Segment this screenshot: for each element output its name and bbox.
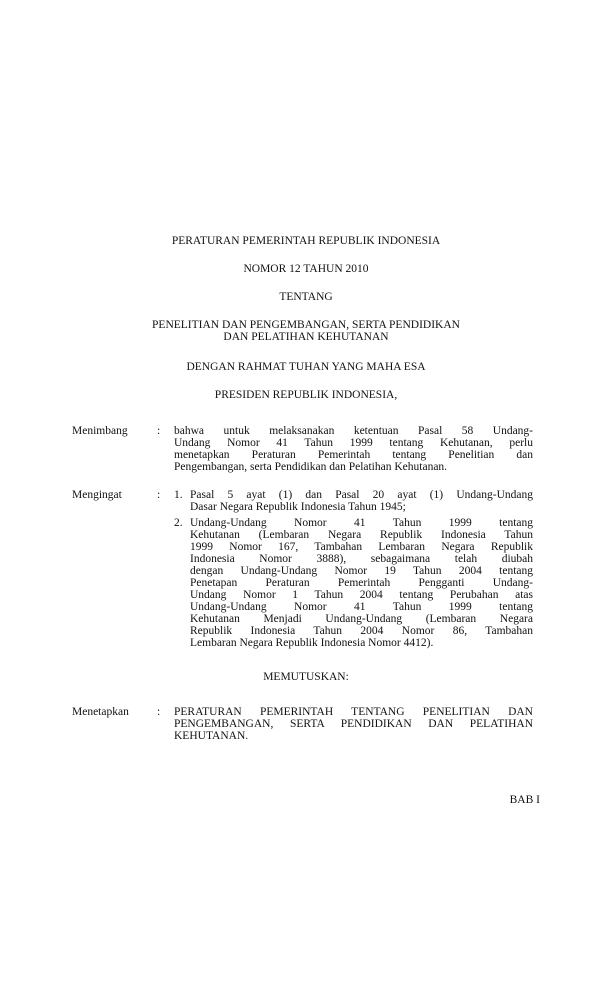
menimbang-label: Menimbang	[72, 425, 128, 437]
memutuskan-heading: MEMUTUSKAN:	[263, 671, 349, 683]
mengingat-colon: :	[157, 489, 161, 501]
menimbang-text	[174, 425, 533, 473]
subject-line-2: DAN PELATIHAN KEHUTANAN	[223, 331, 389, 343]
text-line: Penetapan Peraturan Pemerintah Pengganti Undang-	[190, 577, 533, 589]
text-line: Kehutanan (Lembaran Negara Republik Indonesia Tahun	[190, 529, 533, 541]
subject-line-1: PENELITIAN DAN PENGEMBANGAN, SERTA PENDIDIKAN	[152, 319, 460, 331]
text-line: KEHUTANAN.	[174, 730, 249, 742]
text-line: Undang Nomor 41 Tahun 1999 tentang Kehutanan, perlu	[174, 437, 533, 449]
text-line: Indonesia Nomor 3888), sebagaimana telah diubah	[190, 553, 533, 565]
mengingat-label: Mengingat	[72, 489, 122, 501]
mengingat-item-1	[174, 489, 533, 513]
text-line: Undang-Undang Nomor 41 Tahun 1999 tentang	[190, 601, 533, 613]
text-line: Pengembangan, serta Pendidikan dan Pelatihan Kehutanan.	[174, 461, 448, 473]
regulation-number: NOMOR 12 TAHUN 2010	[243, 263, 369, 275]
text-line: Lembaran Negara Republik Indonesia Nomor 4412).	[190, 637, 434, 649]
blessing: DENGAN RAHMAT TUHAN YANG MAHA ESA	[186, 361, 426, 373]
menetapkan-colon: :	[157, 706, 161, 718]
about-heading: TENTANG	[279, 291, 333, 303]
next-page-heading: BAB I	[509, 794, 540, 806]
text-line: 1999 Nomor 167, Tambahan Lembaran Negara Republik	[190, 541, 533, 553]
item-number: 1.	[174, 489, 183, 501]
mengingat-item-2	[174, 517, 533, 649]
president-heading: PRESIDEN REPUBLIK INDONESIA,	[214, 389, 398, 401]
text-line: bahwa untuk melaksanakan ketentuan Pasal 58 Undang-	[174, 425, 533, 437]
text-line: PERATURAN PEMERINTAH TENTANG PENELITIAN DAN	[174, 706, 533, 718]
text-line: Undang Nomor 1 Tahun 2004 tentang Perubahan atas	[190, 589, 533, 601]
text-line: Dasar Negara Republik Indonesia Tahun 1945;	[190, 501, 406, 513]
text-line: dengan Undang-Undang Nomor 19 Tahun 2004 tentang	[190, 565, 533, 577]
text-line: Kehutanan Menjadi Undang-Undang (Lembaran Negara	[190, 613, 533, 625]
text-line: PENGEMBANGAN, SERTA PENDIDIKAN DAN PELATIHAN	[174, 718, 533, 730]
regulation-title: PERATURAN PEMERINTAH REPUBLIK INDONESIA	[171, 235, 441, 247]
text-line: Republik Indonesia Tahun 2004 Nomor 86, Tambahan	[190, 625, 533, 637]
menimbang-colon: :	[157, 425, 161, 437]
text-line: Undang-Undang Nomor 41 Tahun 1999 tentang	[190, 517, 533, 529]
item-number: 2.	[174, 517, 183, 529]
text-line: Pasal 5 ayat (1) dan Pasal 20 ayat (1) Undang-Undang	[190, 489, 533, 501]
text-line: menetapkan Peraturan Pemerintah tentang Penelitian dan	[174, 449, 533, 461]
menetapkan-label: Menetapkan	[72, 706, 129, 718]
menetapkan-text	[174, 706, 533, 742]
